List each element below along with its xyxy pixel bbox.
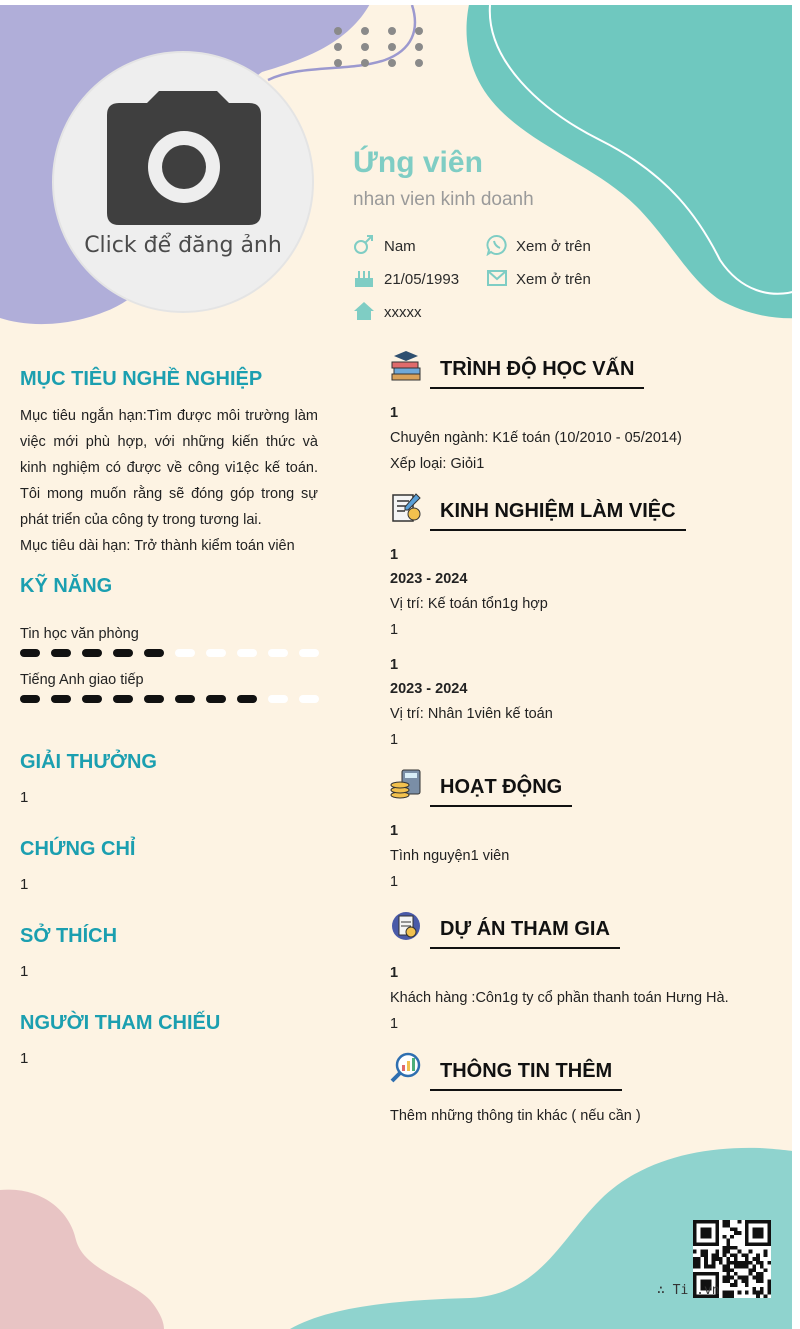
birthday-value[interactable]: 21/05/1993 — [384, 271, 460, 288]
skill-dot-filled — [20, 649, 40, 657]
skill-dot-empty — [299, 695, 319, 703]
birthday-cake-icon — [353, 267, 375, 289]
activities-org[interactable]: 1 — [390, 823, 399, 839]
references-value[interactable]: 1 — [20, 1050, 29, 1067]
education-school[interactable]: 1 — [390, 405, 399, 421]
objective-long-term: Mục tiêu dài hạn: Trở thành kiểm toán viên — [20, 538, 295, 554]
skill-dot-filled — [51, 649, 71, 657]
certificates-title: CHỨNG CHỈ — [20, 838, 136, 860]
more-info-text[interactable]: Thêm những thông tin khác ( nếu cần ) — [390, 1108, 641, 1124]
hobbies-title: SỞ THÍCH — [20, 925, 118, 947]
skill-rating[interactable] — [20, 647, 320, 659]
projects-name[interactable]: 1 — [390, 965, 399, 981]
skill-name[interactable]: Tin học văn phòng — [20, 626, 139, 642]
skill-dot-empty — [206, 649, 226, 657]
skill-dot-filled — [82, 649, 102, 657]
education-grade[interactable]: Xếp loại: Giỏi1 — [390, 456, 485, 472]
project-icon — [390, 910, 422, 942]
experience-period[interactable]: 2023 - 2024 — [390, 571, 468, 587]
coins-calculator-icon — [390, 768, 422, 800]
skill-dot-empty — [175, 649, 195, 657]
experience-period[interactable]: 2023 - 2024 — [390, 681, 468, 697]
activities-desc[interactable]: 1 — [390, 874, 399, 890]
experience-desc[interactable]: 1 — [390, 622, 399, 638]
books-icon — [390, 350, 422, 382]
experience-desc[interactable]: 1 — [390, 732, 399, 748]
envelope-icon — [486, 267, 508, 289]
skill-dot-filled — [144, 695, 164, 703]
skill-dot-empty — [299, 649, 319, 657]
objective-title: MỤC TIÊU NGHỀ NGHIỆP — [20, 368, 263, 390]
watermark: ∴ Ti .vn — [657, 1283, 720, 1298]
camera-icon — [105, 89, 263, 225]
skill-dot-filled — [237, 695, 257, 703]
education-title: TRÌNH ĐỘ HỌC VẤN — [430, 358, 644, 389]
skills-title: KỸ NĂNG — [20, 575, 113, 597]
experience-company[interactable]: 1 — [390, 657, 399, 673]
projects-client[interactable]: Khách hàng :Côn1g ty cổ phần thanh toán Hưng Hà. — [390, 990, 729, 1006]
gender-value[interactable]: Nam — [384, 238, 416, 255]
experience-title: KINH NGHIỆM LÀM VIỆC — [430, 500, 686, 531]
candidate-name[interactable]: Ứng viên — [353, 146, 483, 179]
objective-short-term: Mục tiêu ngắn hạn:Tìm được môi trường làm việc mới phù hợp, với những kiến thức và kinh nghiệm có được về công vi1ệc kế toán. Tôi mong muốn rằng sẽ đóng góp trong sự phát triển của công ty trong tương lai. — [20, 408, 318, 528]
activities-title: HOẠT ĐỘNG — [430, 776, 572, 807]
projects-title: DỰ ÁN THAM GIA — [430, 918, 620, 949]
activities-role[interactable]: Tình nguyện1 viên — [390, 848, 510, 864]
gender-icon — [353, 234, 375, 256]
job-title[interactable]: nhan vien kinh doanh — [353, 189, 534, 210]
address-value[interactable]: xxxxx — [384, 304, 422, 321]
magnifier-chart-icon — [390, 1052, 422, 1084]
skill-dot-filled — [82, 695, 102, 703]
awards-value[interactable]: 1 — [20, 789, 29, 806]
skill-dot-filled — [144, 649, 164, 657]
skill-dot-empty — [237, 649, 257, 657]
projects-desc[interactable]: 1 — [390, 1016, 399, 1032]
accounting-icon — [390, 492, 422, 524]
more-info-title: THÔNG TIN THÊM — [430, 1060, 622, 1091]
education-major[interactable]: Chuyên ngành: K1ế toán (10/2010 - 05/2014) — [390, 430, 682, 446]
certificates-value[interactable]: 1 — [20, 876, 29, 893]
home-icon — [353, 300, 375, 322]
skill-dot-filled — [206, 695, 226, 703]
awards-title: GIẢI THƯỞNG — [20, 751, 157, 773]
skill-dot-empty — [268, 695, 288, 703]
skill-rating[interactable] — [20, 693, 320, 705]
skill-name[interactable]: Tiếng Anh giao tiếp — [20, 672, 144, 688]
right-border — [792, 0, 800, 1329]
experience-position[interactable]: Vị trí: Kế toán tổn1g hợp — [390, 596, 548, 612]
phone-value[interactable]: Xem ở trên — [516, 238, 591, 255]
whatsapp-icon — [486, 234, 508, 256]
skill-dot-filled — [113, 695, 133, 703]
experience-position[interactable]: Vị trí: Nhân 1viên kế toán — [390, 706, 553, 722]
experience-company[interactable]: 1 — [390, 547, 399, 563]
skill-dot-filled — [113, 649, 133, 657]
avatar-upload-label: Click để đăng ảnh — [84, 233, 282, 258]
objective-text[interactable] — [20, 403, 318, 559]
pink-blob — [0, 1190, 164, 1329]
skill-dot-filled — [175, 695, 195, 703]
email-value[interactable]: Xem ở trên — [516, 271, 591, 288]
skill-dot-empty — [268, 649, 288, 657]
avatar-upload[interactable] — [52, 51, 314, 313]
skill-dot-filled — [20, 695, 40, 703]
hobbies-value[interactable]: 1 — [20, 963, 29, 980]
skill-dot-filled — [51, 695, 71, 703]
top-border — [0, 0, 800, 5]
references-title: NGƯỜI THAM CHIẾU — [20, 1012, 221, 1034]
